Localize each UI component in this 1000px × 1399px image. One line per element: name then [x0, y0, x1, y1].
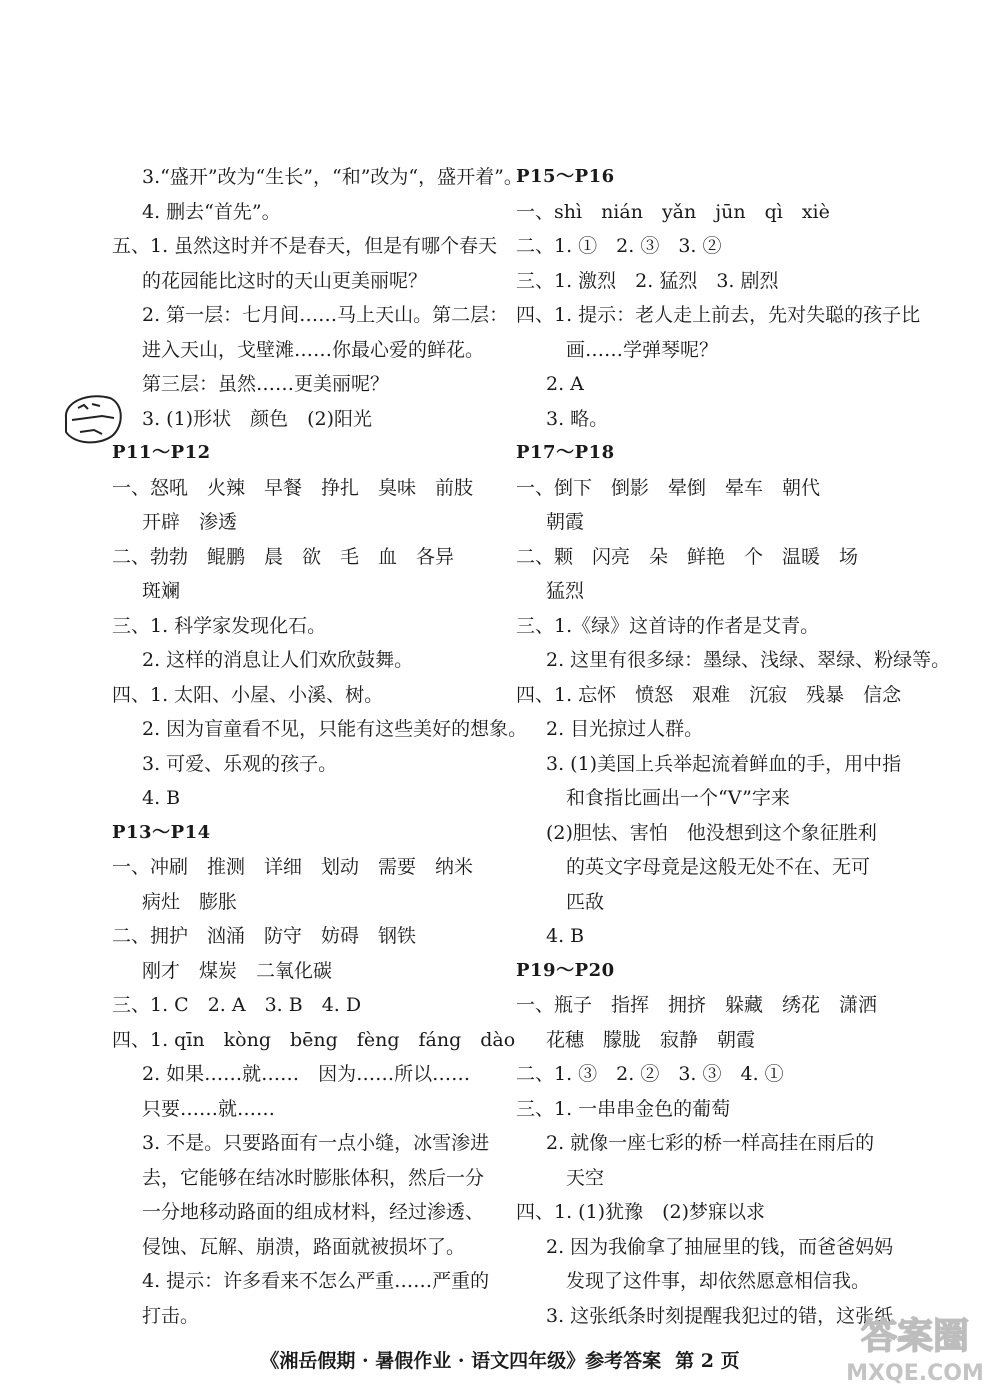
right-answer-column [516, 160, 951, 1333]
section-heading: P17～P18 [516, 442, 615, 463]
answer-line: 二、1. ③ 2. ② 3. ③ 4. ① [516, 1063, 784, 1085]
answer-line: 五、1. 虽然这时并不是春天，但是有哪个春天 [112, 235, 498, 257]
site-watermark-logo [840, 1300, 990, 1390]
answer-line: 二、颗 闪亮 朵 鲜艳 个 温暖 场 [516, 545, 859, 568]
answer-line: 进入天山，戈壁滩……你最心爱的鲜花。 [142, 338, 485, 361]
answer-line: 2. 这样的消息让人们欢欣鼓舞。 [142, 649, 414, 671]
answer-line: 一、倒下 倒影 晕倒 晕车 朝代 [516, 476, 821, 499]
answer-line: 3. (1)美国上兵举起流着鲜血的手，用中指 [546, 752, 902, 775]
left-answer-column [112, 160, 528, 1333]
answer-line: 3. 这张纸条时刻提醒我犯过的错，这张纸 [546, 1304, 894, 1327]
answer-line: 只要……就…… [142, 1097, 276, 1120]
answer-line: 4. 提示：许多看来不怎么严重……严重的 [142, 1270, 490, 1292]
watermark-text: 答案圈 [860, 1316, 970, 1357]
answer-line: 匹敌 [566, 890, 605, 913]
answer-line: 3. (1)形状 颜色 (2)阳光 [142, 407, 372, 430]
answer-line: 画……学弹琴呢？ [566, 338, 719, 361]
answer-line: 一、冲刷 推测 详细 划动 需要 纳米 [112, 856, 474, 878]
section-heading: P15～P16 [516, 166, 615, 187]
answer-line: 一分地移动路面的组成材料，经过渗透、 [142, 1201, 485, 1223]
section-heading: P13～P14 [112, 821, 211, 843]
answer-line: 三、1. 激烈 2. 猛烈 3. 剧烈 [516, 269, 779, 292]
answer-line: 三、1. 一串串金色的葡萄 [516, 1097, 731, 1120]
answer-line: 三、1. 科学家发现化石。 [112, 614, 327, 637]
answer-line: 刚才 煤炭 二氧化碳 [142, 959, 333, 982]
footer-title: 《湘岳假期 · 暑假作业 · 语文四年级》参考答案 [260, 1350, 662, 1372]
footer-page-number: 第 2 页 [675, 1350, 740, 1372]
answer-line: 2. 如果……就…… 因为……所以…… [142, 1063, 471, 1085]
answer-line: (2)胆怯、害怕 他没想到这个象征胜利 [546, 821, 877, 844]
answer-line: 三、1. C 2. A 3. B 4. D [112, 994, 362, 1016]
answer-line: 4. 删去“首先”。 [142, 200, 281, 223]
answer-line: 2. 因为我偷拿了抽屉里的钱，而爸爸妈妈 [546, 1235, 894, 1258]
answer-line: 天空 [566, 1166, 605, 1189]
answer-line: 2. 第一层：七月间……马上天山。第二层： [142, 304, 509, 326]
answer-line: 4. B [142, 787, 181, 809]
handwritten-stamp-mark [58, 388, 128, 450]
answer-line: 侵蚀、瓦解、崩溃，路面就被损坏了。 [142, 1235, 466, 1258]
answer-line: 朝霞 [546, 511, 585, 533]
answer-line: 一、怒吼 火辣 早餐 挣扎 臭味 前肢 [112, 476, 474, 499]
answer-line: 一、瓶子 指挥 拥挤 躲藏 绣花 潇洒 [516, 994, 878, 1016]
answer-line: 斑斓 [142, 580, 181, 602]
answer-line: 3. 可爱、乐观的孩子。 [142, 752, 338, 775]
answer-line: 2. 目光掠过人群。 [546, 718, 704, 740]
answer-line: 三、1.《绿》这首诗的作者是艾青。 [516, 614, 820, 637]
answer-line: 二、勃勃 鲲鹏 晨 欲 毛 血 各异 [112, 545, 455, 568]
answer-line: 病灶 膨胀 [142, 890, 238, 913]
answer-line: 2. 因为盲童看不见，只能有这些美好的想象。 [142, 718, 528, 740]
answer-line: 3. 不是。只要路面有一点小缝，冰雪渗进 [142, 1132, 490, 1154]
answer-line: 去，它能够在结冰时膨胀体积，然后一分 [142, 1166, 485, 1189]
answer-line: 四、1. 忘怀 愤怒 艰难 沉寂 残暴 信念 [516, 683, 902, 706]
answer-line: 3. 略。 [546, 407, 609, 430]
answer-line: 开辟 渗透 [142, 511, 238, 533]
answer-line: 猛烈 [546, 580, 585, 602]
answer-line: 四、1. (1)犹豫 (2)梦寐以求 [516, 1201, 765, 1223]
answer-line: 2. A [546, 373, 584, 395]
answer-line: 和食指比画出一个“V”字来 [566, 787, 790, 809]
answer-line: 3.“盛开”改为“生长”，“和”改为“，盛开着”。 [142, 166, 523, 188]
answer-line: 的花园能比这时的天山更美丽呢？ [142, 269, 428, 292]
answer-line: 打击。 [142, 1304, 200, 1327]
answer-line: 一、shì nián yǎn jūn qì xiè [516, 200, 830, 223]
answer-line: 四、1. 提示：老人走上前去，先对失聪的孩子比 [516, 304, 921, 326]
answer-line: 四、1. 太阳、小屋、小溪、树。 [112, 683, 384, 706]
answer-line: 四、1. qīn kòng bēng fèng fáng dào [112, 1028, 516, 1051]
section-heading: P11～P12 [112, 442, 211, 463]
answer-line: 第三层：虽然……更美丽呢？ [142, 373, 390, 395]
answer-line: 二、拥护 汹涌 防守 妨碍 钢铁 [112, 925, 417, 947]
watermark-url: MXQE.COM [846, 1361, 984, 1386]
answer-line: 4. B [546, 925, 585, 947]
answer-line: 的英文字母竟是这般无处不在、无可 [566, 856, 871, 878]
answer-line: 二、1. ① 2. ③ 3. ② [516, 235, 722, 257]
section-heading: P19～P20 [516, 959, 615, 981]
answer-line: 2. 这里有很多绿：墨绿、浅绿、翠绿、粉绿等。 [546, 649, 951, 671]
answer-line: 2. 就像一座七彩的桥一样高挂在雨后的 [546, 1132, 875, 1154]
answer-line: 发现了这件事，却依然愿意相信我。 [566, 1270, 871, 1292]
answer-line: 花穗 朦胧 寂静 朝霞 [546, 1028, 756, 1051]
